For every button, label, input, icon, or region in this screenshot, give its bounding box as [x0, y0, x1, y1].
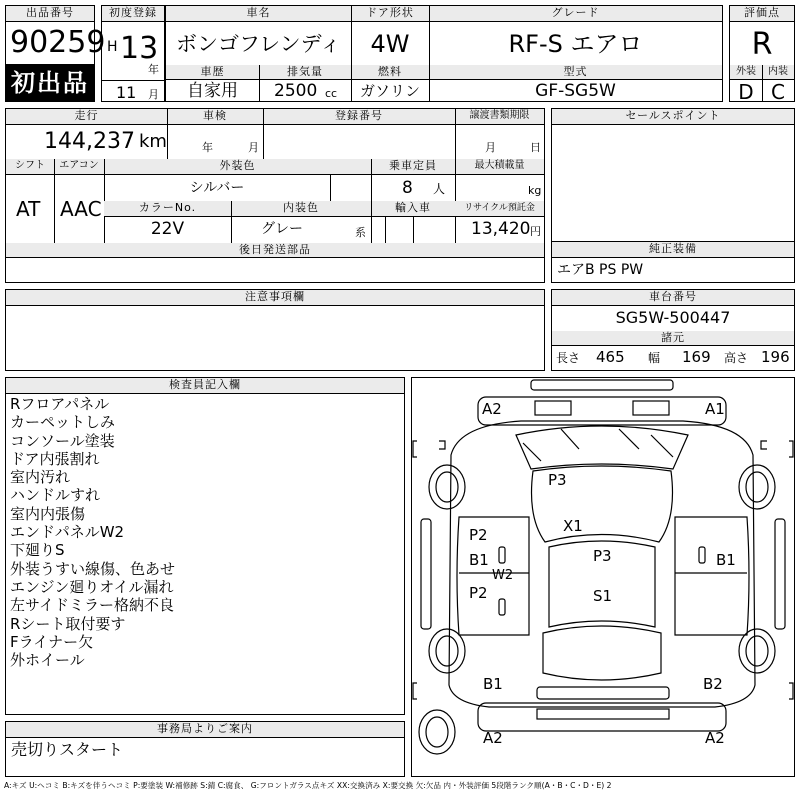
interior-color-label: 内装色	[231, 201, 371, 217]
office-label: 事務局よりご案内	[6, 722, 404, 738]
recycle-deposit: 13,420	[471, 219, 531, 239]
width-label: 幅	[648, 351, 661, 365]
inspector-note-line: ハンドルすれ	[10, 486, 101, 505]
inspector-note-line: Fライナー欠	[10, 632, 94, 651]
recycle-deposit-label: リサイクル預託金	[455, 201, 544, 217]
first-reg-month: 11	[116, 83, 137, 102]
specs-label: 諸元	[552, 331, 794, 346]
shift-label: シフト	[6, 159, 54, 175]
car-info-box	[165, 5, 723, 102]
vehicle-detail-box	[5, 108, 545, 283]
lot-number-label: 出品番号	[6, 6, 94, 22]
score-box	[729, 5, 795, 102]
damage-p3-hood: P3	[548, 471, 567, 489]
shift-type: AT	[16, 197, 41, 221]
later-parts-label: 後日発送部品	[6, 243, 544, 258]
first-registration-box	[101, 5, 165, 102]
month-unit: 月	[148, 88, 159, 101]
model-label: 型式	[429, 65, 722, 80]
inspection-label: 車検	[167, 109, 263, 125]
damage-b1-left: B1	[469, 551, 489, 569]
length-label: 長さ	[556, 351, 581, 365]
damage-w2-left: W2	[492, 568, 514, 583]
model-code: GF-SG5W	[535, 81, 616, 101]
office-box	[5, 721, 405, 777]
door-label: ドア形状	[351, 6, 429, 22]
transfer-deadline-label: 譲渡書類期限	[455, 109, 544, 125]
damage-a2-front-left: A2	[482, 400, 502, 418]
inspector-note-line: エンジン廻りオイル漏れ	[10, 577, 174, 596]
transfer-day-unit: 日	[530, 141, 541, 154]
first-listing-text: 初出品	[11, 69, 89, 97]
score-label: 評価点	[730, 6, 794, 22]
damage-b1-rear-left: B1	[483, 675, 503, 693]
displacement: 2500	[274, 81, 318, 101]
inspector-notes-list	[10, 395, 400, 669]
damage-p2-left-rear: P2	[469, 584, 488, 602]
door-type: 4W	[370, 30, 410, 58]
inspector-note-line: カーペットしみ	[10, 413, 116, 432]
import-car-label: 輸入車	[371, 201, 455, 217]
inspector-note-line: コンソール塗装	[10, 431, 115, 450]
damage-b2-rear-right: B2	[703, 675, 723, 693]
year-unit: 年	[148, 63, 159, 76]
equipment-value: エアB PS PW	[557, 262, 644, 278]
fuel-label: 燃料	[351, 65, 429, 80]
damage-p3-roof: P3	[593, 547, 612, 565]
capacity: 8	[402, 178, 413, 198]
notes-box	[5, 289, 545, 371]
length-value: 465	[596, 348, 625, 366]
vehicle-history: 自家用	[187, 81, 238, 101]
recycle-unit: 円	[530, 225, 541, 238]
car-name-label: 車名	[166, 6, 351, 22]
notes-label: 注意事項欄	[6, 290, 544, 306]
inspector-note-line: 左サイドミラー格納不良	[10, 596, 174, 615]
displacement-unit: cc	[325, 87, 338, 100]
inspector-note-line: Rシート取付要す	[10, 614, 126, 633]
grade: RF-S エアロ	[508, 30, 643, 58]
max-load-unit: kg	[528, 184, 542, 197]
interior-grade: C	[771, 80, 785, 104]
inspection-month-unit: 月	[248, 141, 259, 154]
exterior-color-label: 外装色	[104, 159, 371, 175]
capacity-unit: 人	[433, 182, 446, 196]
damage-b1-right: B1	[716, 551, 736, 569]
chassis-box	[551, 289, 795, 371]
width-value: 169	[682, 348, 711, 366]
era-letter: H	[107, 39, 118, 55]
overall-score: R	[751, 27, 773, 62]
color-number-label: カラーNo.	[104, 201, 231, 217]
registration-number-label: 登録番号	[263, 109, 455, 125]
office-message: 売切りスタート	[11, 740, 124, 759]
inspector-note-line: Rフロアパネル	[10, 395, 110, 413]
equipment-box	[551, 241, 795, 283]
mileage: 144,237	[44, 129, 135, 154]
inspector-note-line: 室内内張傷	[10, 504, 86, 523]
inspector-note-line: 外ホイール	[10, 651, 85, 670]
damage-a1-front-right: A1	[705, 400, 725, 418]
max-load-label: 最大積載量	[455, 159, 544, 175]
exterior-color: シルバー	[189, 180, 245, 196]
damage-a2-rear-left: A2	[483, 729, 503, 747]
inspection-year-unit: 年	[202, 141, 213, 154]
interior-grade-label: 内装	[762, 65, 794, 80]
displacement-label: 排気量	[259, 65, 351, 80]
damage-p2-left-front: P2	[469, 526, 488, 544]
inspector-note-line: 室内汚れ	[10, 468, 71, 487]
damage-a2-rear-right: A2	[705, 729, 725, 747]
ac-label: エアコン	[54, 159, 104, 175]
first-registration-label: 初度登録	[102, 6, 164, 22]
transfer-month-unit: 月	[485, 141, 496, 154]
mileage-unit: km	[139, 131, 167, 152]
history-label: 車歴	[166, 65, 259, 80]
inspector-note-line: エンドパネルW2	[10, 523, 125, 542]
color-number: 22V	[150, 219, 185, 239]
chassis-label: 車台番号	[552, 290, 794, 306]
lot-number: 90259	[10, 25, 106, 60]
damage-x1-windshield: X1	[563, 517, 583, 535]
grade-label: グレード	[429, 6, 722, 22]
inspector-note-line: 下廻りS	[10, 541, 65, 560]
chassis-number: SG5W-500447	[615, 308, 731, 327]
inspector-note-line: ドア内張割れ	[10, 449, 100, 468]
first-reg-year: 13	[120, 31, 159, 66]
car-outline-diagram	[411, 377, 795, 777]
exterior-grade: D	[738, 80, 754, 104]
sales-point-box	[551, 108, 795, 257]
capacity-label: 乗車定員	[371, 159, 455, 175]
exterior-grade-label: 外装	[730, 65, 762, 80]
inspector-label: 検査員記入欄	[6, 378, 404, 394]
equipment-label: 純正装備	[552, 242, 794, 258]
car-name: ボンゴフレンディ	[176, 32, 341, 56]
interior-color-suffix: 系	[355, 226, 366, 239]
first-listing-badge	[5, 65, 95, 102]
height-value: 196	[761, 348, 790, 366]
height-label: 高さ	[724, 351, 749, 365]
mileage-label: 走行	[6, 109, 167, 125]
fuel-type: ガソリン	[359, 82, 420, 100]
lot-number-box	[5, 5, 106, 65]
inspector-note-line: 外装うすい線傷、色あせ	[10, 559, 176, 578]
sales-point-label: セールスポイント	[552, 109, 794, 125]
damage-s1-underbody: S1	[593, 587, 613, 605]
interior-color: グレー	[261, 221, 303, 237]
ac-type: AAC	[60, 197, 102, 221]
damage-code-legend: A:キズ U:ヘコミ B:キズを伴うヘコミ P:要塗装 W:補修跡 S:錆 C:腐食、 G:フロントガラス点キズ XX:交換済み X:要交換 欠:欠品 内・外装評価 5段階ランク順(A・B・C・D・E) 2	[4, 781, 612, 790]
